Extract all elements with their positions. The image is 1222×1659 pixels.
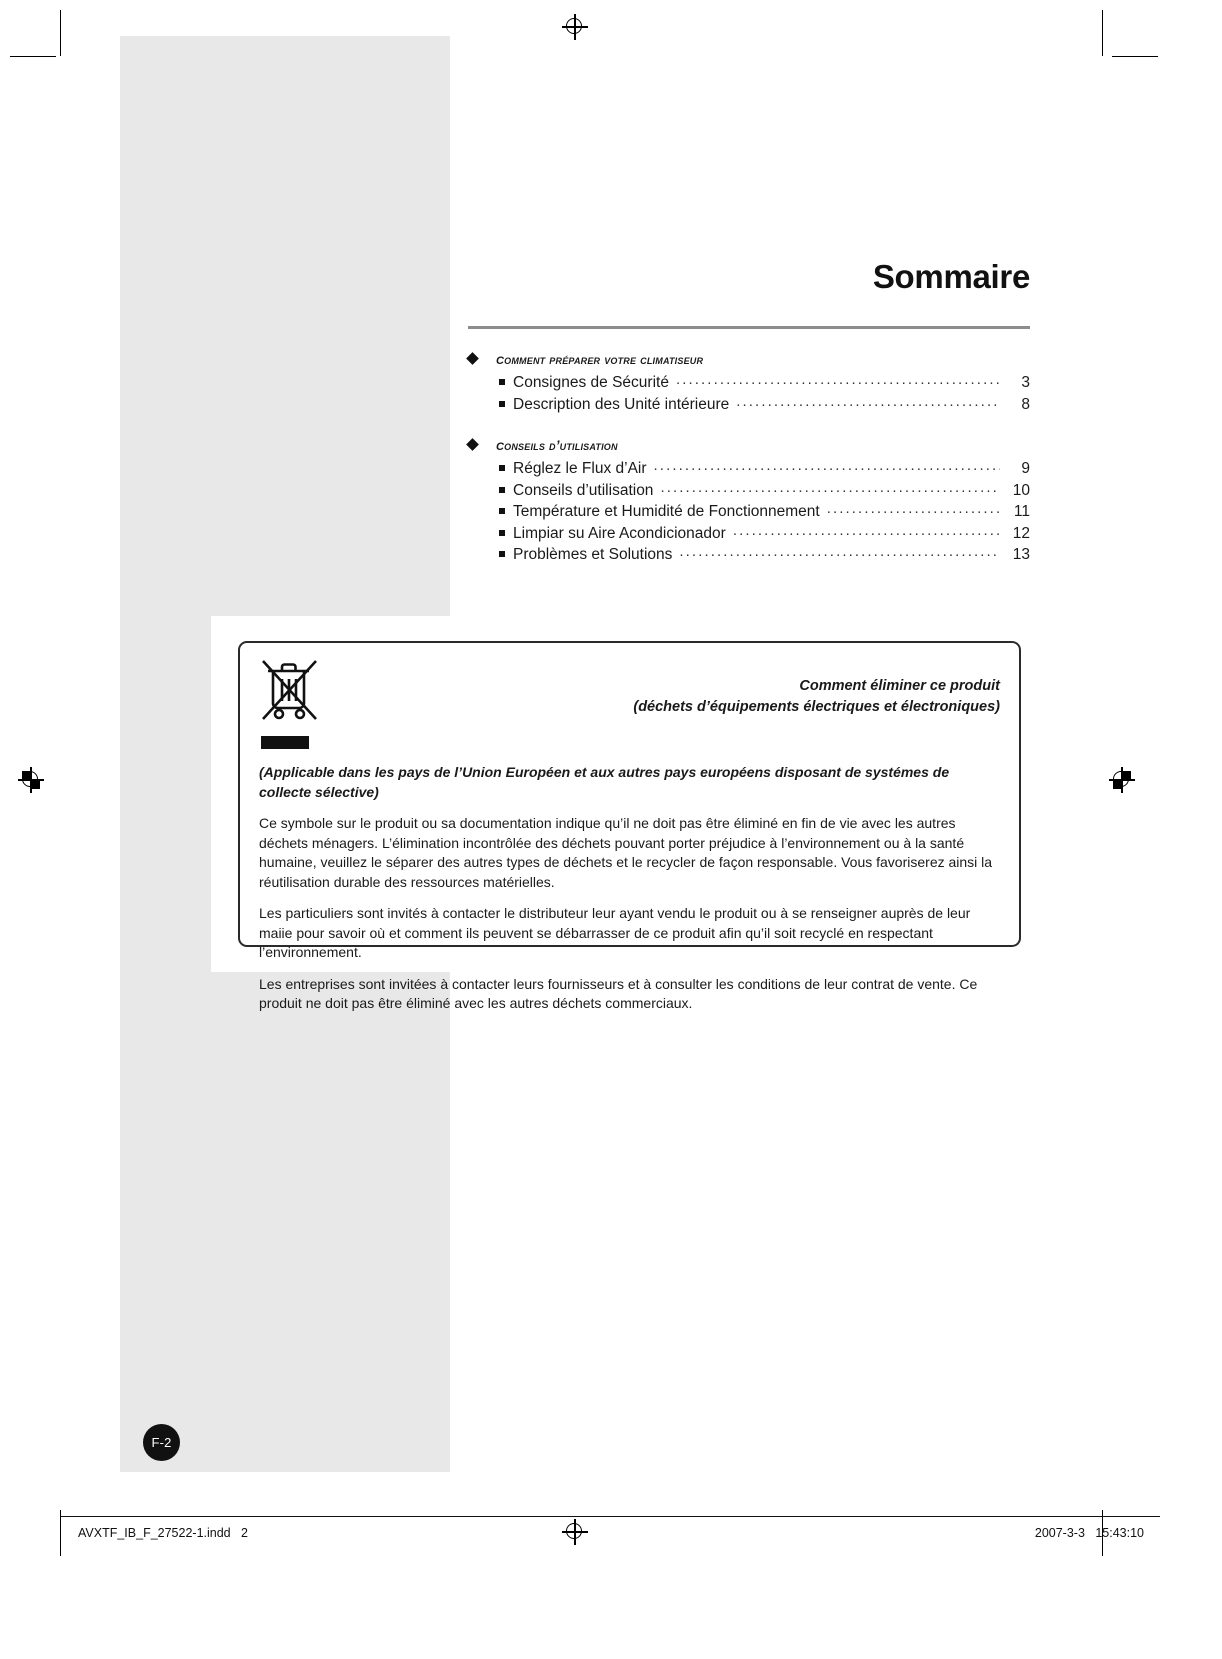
weee-solid-bar-icon [261,736,309,749]
toc-entry-page: 11 [1013,503,1030,520]
toc-section-heading-label: comment préparer votre climatiseur [496,351,704,368]
weee-header [259,659,1000,749]
toc-entry-page: 9 [1021,460,1030,477]
registration-mark-right [1109,767,1135,793]
square-bullet-icon [499,551,505,557]
toc-content [468,258,1030,582]
footer-filename: AVXTF_IB_F_27522-1.indd 2 [78,1526,249,1540]
weee-paragraph: Ce symbole sur le produit ou sa documentation indique qu’il ne doit pas être éliminé en fin de vie avec les autres déchets ménagers. L’élimination incontrôlée des déchets pouvant porter préjudice à l’environnement ou à la santé humaine, veuillez le séparer des autres types de déchets et le recycler de façon responsable. Vous favoriserez ainsi la réutilisation durable des ressources matérielles. [259,815,993,890]
crossed-out-wheeled-bin-icon [259,659,321,749]
toc-entry-label: Consignes de Sécurité [513,374,669,391]
toc-entry-page: 8 [1021,395,1030,413]
toc-section [468,437,1030,566]
toc-leader-dots [736,391,1000,413]
registration-mark-left [18,767,44,793]
registration-mark-top [562,14,588,40]
toc-entry-page: 13 [1012,546,1030,563]
toc-section-heading-label: conseils d’utilisation [496,437,618,454]
weee-heading-line2: (déchets d’équipements électriques et électroniques) [633,699,1000,715]
weee-paragraph: Les entreprises sont invitées à contacter leurs fournisseurs et à consulter les conditions de leur contrat de vente. Ce produit ne doit pas être éliminé avec les autres déchets commerciaux. [259,975,978,1011]
toc-entry-page: 12 [1012,524,1030,542]
toc-leader-dots [733,520,1000,542]
crop-mark-top-right-horizontal [1112,56,1158,57]
square-bullet-icon [499,530,505,536]
toc-entry-page: 3 [1021,374,1030,391]
toc-leader-dots [654,455,1000,477]
toc-section-heading [468,351,1030,369]
footer-timestamp: 2007-3-3 15:43:10 [1034,1526,1144,1540]
footer-divider [60,1516,1160,1517]
weee-paragraph: Les particuliers sont invités à contacter le distributeur leur ayant vendu le produit ou à se renseigner auprès de leur maiie pour savoir où et comment ils peuvent se débarrasser de ce produit afin qu’il soit recyclé en respectant l’environnement. [259,905,971,960]
toc-leader-dots [679,541,1000,563]
diamond-bullet-icon [466,438,479,451]
toc-leader-dots [676,369,1000,391]
toc-entry-label: Température et Humidité de Fonctionnement [513,503,820,520]
toc-entry-label: Conseils d’utilisation [513,481,654,499]
toc-entry-label: Limpiar su Aire Acondicionador [513,524,726,542]
crop-mark-top-left-horizontal [10,56,56,57]
toc-section [468,351,1030,415]
square-bullet-icon [499,401,505,407]
square-bullet-icon [499,379,505,385]
toc-leader-dots [660,477,1000,499]
toc-entry-label: Réglez le Flux d’Air [513,460,647,477]
square-bullet-icon [499,465,505,471]
weee-heading-line1: Comment éliminer ce produit [799,678,1000,694]
weee-heading [633,659,1000,718]
weee-disposal-panel [211,616,1030,1011]
title-divider [468,326,1030,329]
square-bullet-icon [499,487,505,493]
toc-leader-dots [827,498,1000,520]
toc-section-heading [468,437,1030,455]
toc-entry[interactable] [468,394,1030,416]
toc-entry-label: Description des Unité intérieure [513,395,730,413]
toc-entry[interactable] [468,544,1030,566]
toc-entry-label: Problèmes et Solutions [513,546,673,563]
diamond-bullet-icon [466,352,479,365]
weee-applicability-note: (Applicable dans les pays de l’Union Européen et aux autres pays européens disposant de systémes de collecte sélective) [259,764,950,800]
weee-disposal-box [238,641,1021,1011]
registration-mark-bottom [562,1519,588,1545]
crop-mark-top-right-vertical [1102,10,1103,56]
page-title: Sommaire [872,258,1030,295]
toc-entry-page: 10 [1012,481,1030,499]
page-number-badge: F-2 [143,1424,180,1461]
crop-mark-top-left-vertical [60,10,61,56]
square-bullet-icon [499,508,505,514]
